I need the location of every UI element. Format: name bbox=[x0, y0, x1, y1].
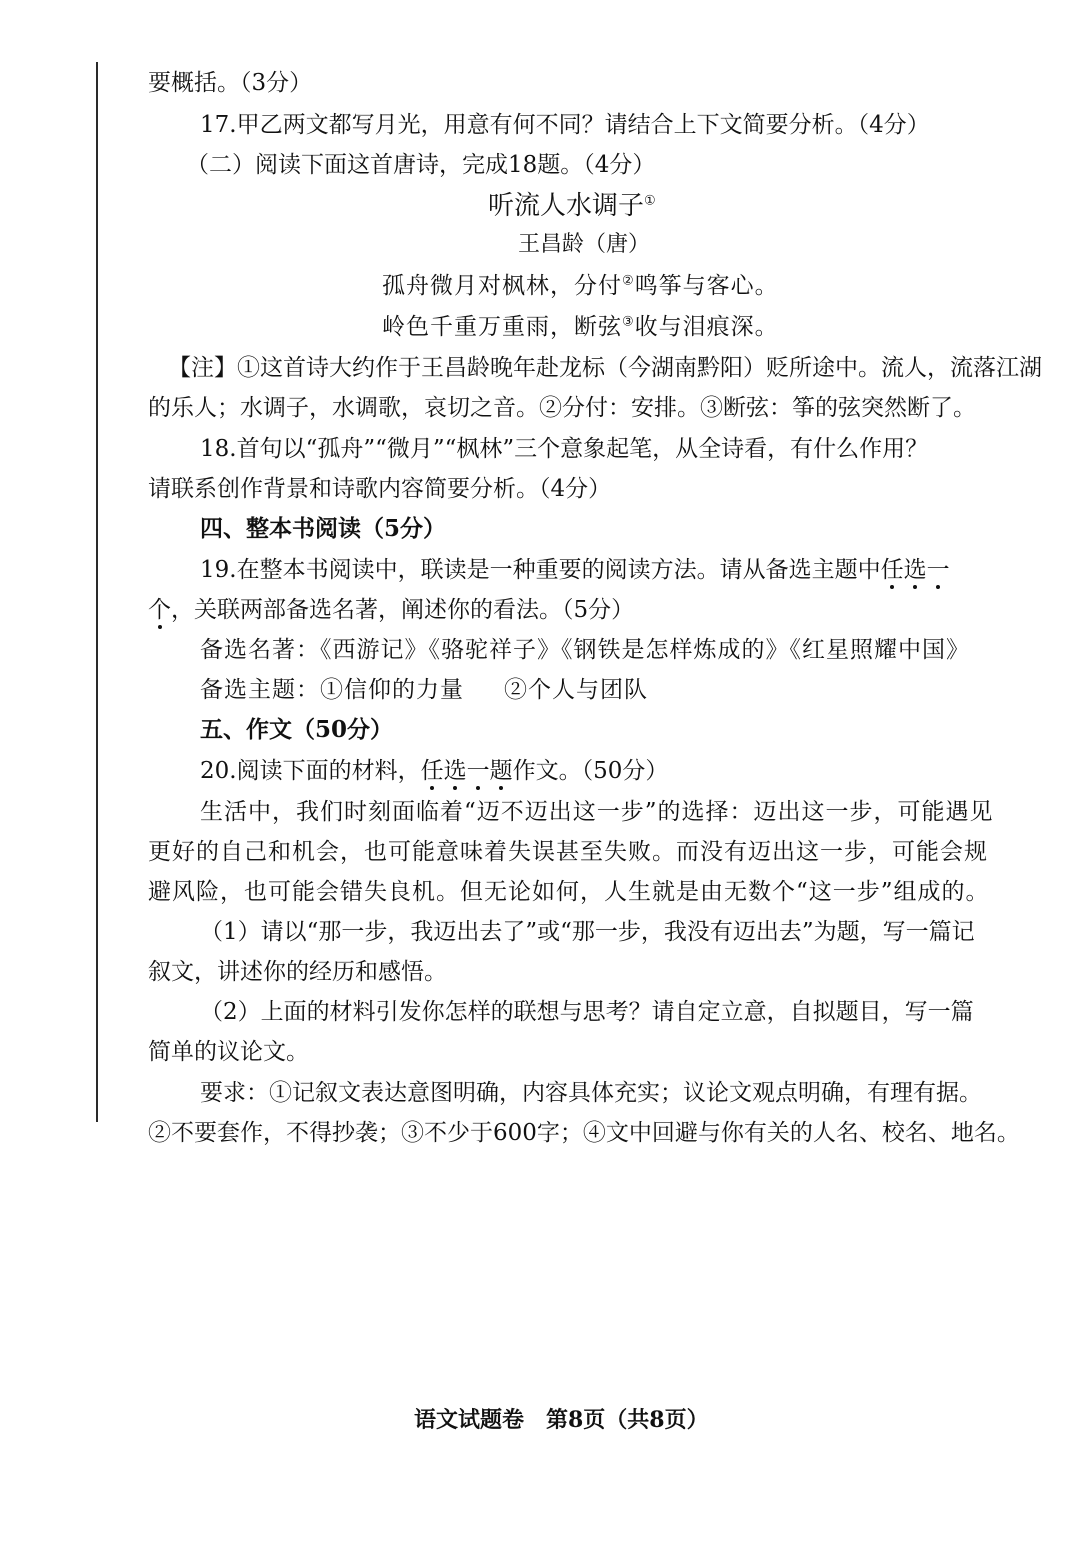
section-5-heading: 五、作文（50分） bbox=[200, 716, 394, 743]
poem-note-1: 【注】①这首诗大约作于王昌龄晚年赴龙标（今湖南黔阳）贬所途中。流人，流落江湖 bbox=[168, 355, 1042, 381]
requirements-line-2: ②不要套作，不得抄袭；③不少于600字；④文中回避与你有关的人名、校名、地名。 bbox=[148, 1120, 1020, 1146]
option-2-line-1: （2）上面的材料引发你怎样的联想与思考？请自定立意，自拟题目，写一篇 bbox=[200, 999, 974, 1025]
question-18-line-1: 18.首句以“孤舟”“微月”“枫林”三个意象起笔，从全诗看，有什么作用？ bbox=[200, 436, 929, 462]
option-1-line-1: （1）请以“那一步，我迈出去了”或“那一步，我没有迈出去”为题，写一篇记 bbox=[200, 919, 975, 945]
poem-line-2: 岭色千重万重雨，断弦③收与泪痕深。 bbox=[382, 314, 779, 340]
option-1-line-2: 叙文，讲述你的经历和感悟。 bbox=[148, 959, 447, 985]
section-4-heading: 四、整本书阅读（5分） bbox=[200, 515, 447, 542]
question-18-line-2: 请联系创作背景和诗歌内容简要分析。（4分） bbox=[148, 476, 612, 502]
material-line-3: 避风险，也可能会错失良机。但无论如何，人生就是由无数个“这一步”组成的。 bbox=[148, 879, 990, 905]
poem-author: 王昌龄（唐） bbox=[518, 232, 651, 257]
margin-rule bbox=[96, 62, 98, 1122]
poem-line-1: 孤舟微月对枫林，分付②鸣筝与客心。 bbox=[382, 273, 779, 299]
text-line: 要概括。（3分） bbox=[148, 70, 313, 96]
question-17: 17.甲乙两文都写月光，用意有何不同？请结合上下文简要分析。（4分） bbox=[200, 112, 930, 138]
requirements-line-1: 要求：①记叙文表达意图明确，内容具体充实；议论文观点明确，有理有据。 bbox=[200, 1080, 982, 1106]
material-line-1: 生活中，我们时刻面临着“迈不迈出这一步”的选择：迈出这一步，可能遇见 bbox=[200, 799, 994, 825]
question-19-line-1: 19.在整本书阅读中，联读是一种重要的阅读方法。请从备选主题中任选一 bbox=[200, 557, 950, 583]
question-20: 20.阅读下面的材料，任选一题作文。（50分） bbox=[200, 758, 669, 784]
page-footer: 语文试题卷 第8页（共8页） bbox=[414, 1407, 709, 1433]
poem-title: 听流人水调子① bbox=[488, 191, 656, 221]
section-2-heading: （二）阅读下面这首唐诗，完成18题。（4分） bbox=[186, 152, 656, 178]
question-19-line-2: 个，关联两部备选名著，阐述你的看法。（5分） bbox=[148, 597, 635, 623]
poem-note-2: 的乐人；水调子，水调歌，哀切之音。②分付：安排。③断弦：筝的弦突然断了。 bbox=[148, 395, 976, 421]
material-line-2: 更好的自己和机会，也可能意味着失误甚至失败。而没有迈出这一步，可能会规 bbox=[148, 839, 988, 865]
candidate-themes: 备选主题：①信仰的力量 ②个人与团队 bbox=[200, 677, 648, 703]
candidate-books: 备选名著：《西游记》《骆驼祥子》《钢铁是怎样炼成的》《红星照耀中国》 bbox=[200, 637, 970, 663]
option-2-line-2: 简单的议论文。 bbox=[148, 1039, 309, 1065]
